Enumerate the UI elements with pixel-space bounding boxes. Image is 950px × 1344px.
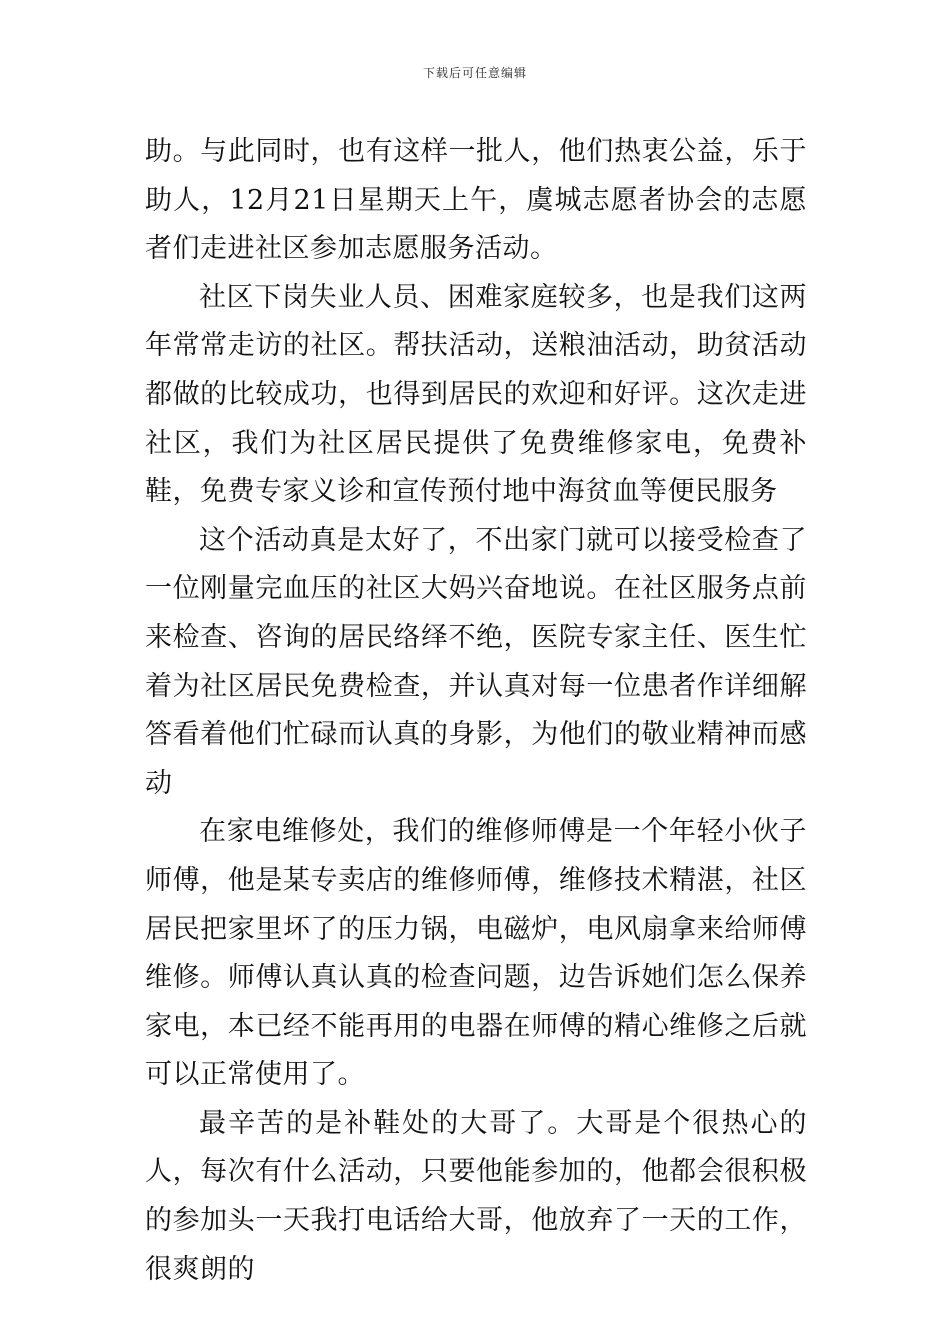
document-body xyxy=(145,128,807,1294)
page-header: 下载后可任意编辑 xyxy=(422,66,527,80)
paragraph-1: 助。与此同时，也有这样一批人，他们热衷公益，乐于助人，12月21日星期天上午，虞城志愿者协会的志愿者们走进社区参加志愿服务活动。 xyxy=(145,136,807,265)
paragraph-2: 社区下岗失业人员、困难家庭较多，也是我们这两年常常走访的社区。帮扶活动，送粮油活动，助贫活动都做的比较成功，也得到居民的欢迎和好评。这次走进社区，我们为社区居民提供了免费维修家电，免费补鞋，免费专家义诊和宣传预付地中海贫血等便民服务 xyxy=(145,281,807,508)
paragraph-5: 最辛苦的是补鞋处的大哥了。大哥是个很热心的人，每次有什么活动，只要他能参加的，他都会很积极的参加头一天我打电话给大哥，他放弃了一天的工作，很爽朗的 xyxy=(145,1107,807,1285)
paragraph-3: 这个活动真是太好了，不出家门就可以接受检查了一位刚量完血压的社区大妈兴奋地说。在社区服务点前来检查、咨询的居民络绎不绝，医院专家主任、医生忙着为社区居民免费检查，并认真对每一位患者作详细解答看着他们忙碌而认真的身影，为他们的敬业精神而感动 xyxy=(145,524,807,799)
paragraph-4: 在家电维修处，我们的维修师傅是一个年轻小伙子师傅，他是某专卖店的维修师傅，维修技术精湛，社区居民把家里坏了的压力锅，电磁炉，电风扇拿来给师傅维修。师傅认真认真的检查问题，边告诉她们怎么保养家电，本已经不能再用的电器在师傅的精心维修之后就可以正常使用了。 xyxy=(145,816,807,1091)
